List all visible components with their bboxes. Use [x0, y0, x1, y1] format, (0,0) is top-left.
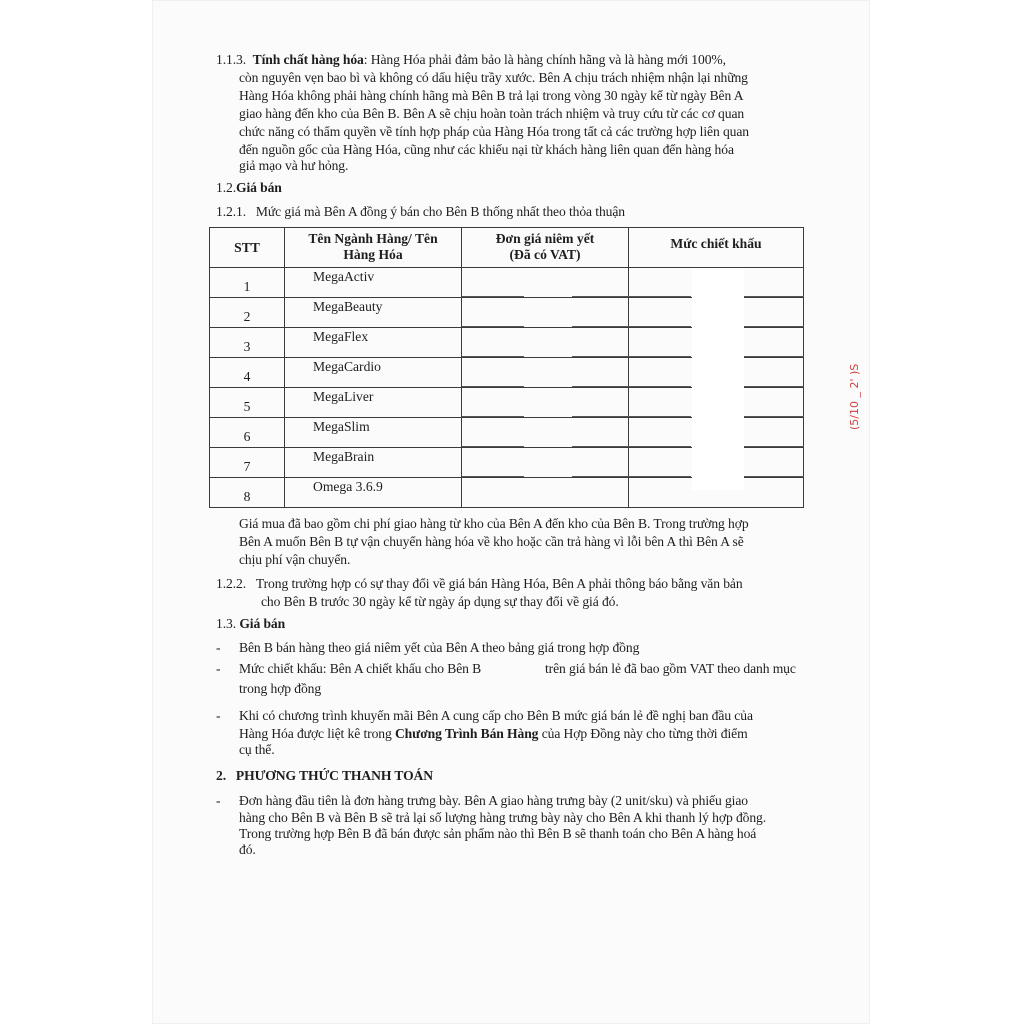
- paragraph-line: cho Bên B trước 30 ngày kể từ ngày áp dụng sự thay đổi về giá đó.: [261, 594, 619, 609]
- list-price-cell: [462, 328, 629, 358]
- bullet-text: trên giá bán lẻ đã bao gồm VAT theo danh mục: [545, 661, 796, 676]
- bullet-text: Bên B bán hàng theo giá niêm yết của Bên A theo bảng giá trong hợp đồng: [239, 640, 640, 655]
- list-price-cell: [462, 418, 629, 448]
- row-number: 1: [210, 268, 285, 298]
- row-number: 5: [210, 388, 285, 418]
- section-1-2-1: 1.2.1. Mức giá mà Bên A đồng ý bán cho Bên B thống nhất theo thỏa thuận: [216, 204, 625, 219]
- product-name: MegaCardio: [285, 358, 462, 388]
- paragraph-line: giả mạo và hư hỏng.: [239, 158, 349, 173]
- header-product-name: Tên Ngành Hàng/ Tên Hàng Hóa: [285, 228, 462, 268]
- section-1-1-3-line-1: 1.1.3. Tính chất hàng hóa: Hàng Hóa phải đảm bảo là hàng chính hãng và là hàng mới 100%,: [216, 52, 726, 67]
- row-number: 6: [210, 418, 285, 448]
- header-discount: Mức chiết khấu: [629, 228, 804, 268]
- paragraph-line: còn nguyên vẹn bao bì và không có dấu hiệu trầy xước. Bên A chịu trách nhiệm nhận lại những: [239, 70, 748, 85]
- row-number: 2: [210, 298, 285, 328]
- paragraph-line: Giá mua đã bao gồm chi phí giao hàng từ kho của Bên A đến kho của Bên B. Trong trường hợp: [239, 516, 749, 531]
- bullet-text: cụ thể.: [239, 742, 275, 757]
- product-name: MegaBeauty: [285, 298, 462, 328]
- table-header-row: [210, 228, 804, 268]
- bullet-text: đó.: [239, 842, 256, 857]
- product-name: MegaFlex: [285, 328, 462, 358]
- list-price-cell: [462, 388, 629, 418]
- paragraph-line: Bên A muốn Bên B tự vận chuyển hàng hóa về kho hoặc cần trả hàng vì lỗi bên A thì Bên A sẽ: [239, 534, 744, 549]
- header-list-price: Đơn giá niêm yết (Đã có VAT): [462, 228, 629, 268]
- list-price-cell: [462, 268, 629, 298]
- row-number: 4: [210, 358, 285, 388]
- paragraph-line: Hàng Hóa không phải hàng chính hãng mà Bên B trả lại trong vòng 30 ngày kể từ ngày Bên A: [239, 88, 744, 103]
- list-price-cell: [462, 298, 629, 328]
- bullet-dash: -: [216, 793, 221, 808]
- paragraph-line: chịu phí vận chuyển.: [239, 552, 351, 567]
- bullet-text: Mức chiết khấu: Bên A chiết khấu cho Bên B: [239, 661, 482, 676]
- header-stt: STT: [210, 228, 285, 268]
- product-name: MegaBrain: [285, 448, 462, 478]
- bullet-dash: -: [216, 640, 221, 655]
- bullet-text: hàng cho Bên B và Bên B sẽ trả lại số lượng hàng trưng bày này cho Bên A khi thanh lý hợp đồng.: [239, 810, 767, 825]
- margin-handwritten-note: (5/10 _ 2' )S: [848, 363, 861, 430]
- bullet-text: Đơn hàng đầu tiên là đơn hàng trưng bày. Bên A giao hàng trưng bày (2 unit/sku) và phiếu giao: [239, 793, 748, 808]
- paragraph-line: đến nguồn gốc của Hàng Hóa, cũng như các khiếu nại từ khách hàng liên quan đến hàng hóa: [239, 142, 734, 157]
- bullet-text: Khi có chương trình khuyến mãi Bên A cung cấp cho Bên B mức giá bán lẻ đề nghị ban đầu của: [239, 708, 753, 723]
- paragraph-line: chức năng có thẩm quyền về tính hợp pháp của Hàng Hóa trong tất cả các trường hợp liên quan: [239, 124, 749, 139]
- row-number: 8: [210, 478, 285, 508]
- product-name: MegaSlim: [285, 418, 462, 448]
- section-title: Tính chất hàng hóa: [252, 52, 364, 67]
- row-number: 7: [210, 448, 285, 478]
- list-price-cell: [462, 478, 629, 508]
- bullet-dash: -: [216, 661, 221, 676]
- product-name: MegaActiv: [285, 268, 462, 298]
- section-1-2-heading: 1.2.Giá bán: [216, 180, 282, 195]
- product-name: Omega 3.6.9: [285, 478, 462, 508]
- product-name: MegaLiver: [285, 388, 462, 418]
- section-1-3-heading: 1.3. Giá bán: [216, 616, 286, 631]
- list-price-cell: [462, 358, 629, 388]
- section-1-2-2: 1.2.2. Trong trường hợp có sự thay đổi về giá bán Hàng Hóa, Bên A phải thông báo bằng văn bản: [216, 576, 743, 591]
- bullet-text: Trong trường hợp Bên B đã bán được sản phẩm nào thì Bên B sẽ thanh toán cho Bên A hàng hoá: [239, 826, 757, 841]
- section-2-heading: 2. PHƯƠNG THỨC THANH TOÁN: [216, 768, 433, 783]
- section-number: 1.1.3.: [216, 52, 246, 67]
- bullet-dash: -: [216, 708, 221, 723]
- list-price-cell: [462, 448, 629, 478]
- paragraph-line: giao hàng đến kho của Bên B. Bên A sẽ chịu hoàn toàn trách nhiệm và truy cứu từ các cơ quan: [239, 106, 745, 121]
- bullet-text: trong hợp đồng: [239, 681, 322, 696]
- redacted-discount-values: [692, 268, 744, 490]
- row-number: 3: [210, 328, 285, 358]
- bullet-text: Hàng Hóa được liệt kê trong Chương Trình Bán Hàng của Hợp Đồng này cho từng thời điểm: [239, 726, 748, 741]
